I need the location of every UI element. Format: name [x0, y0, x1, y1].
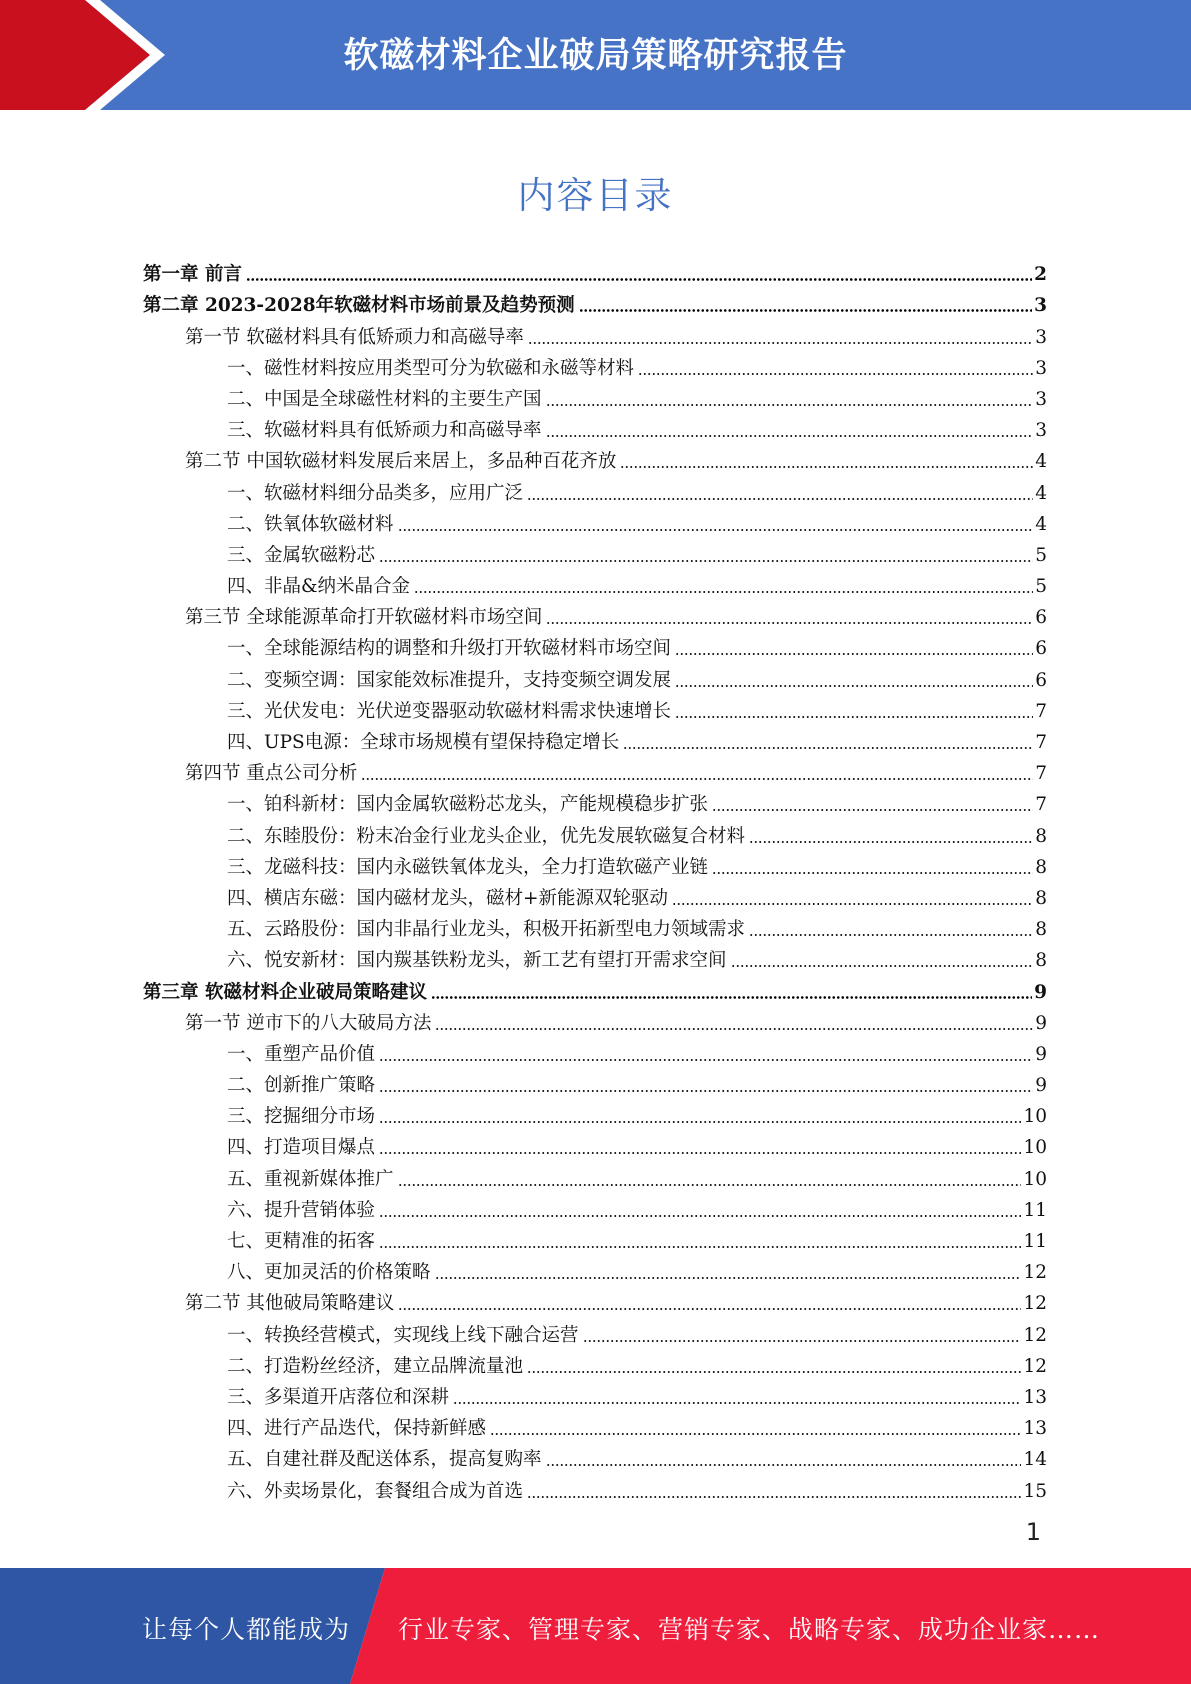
dot-leader [453, 1402, 1021, 1404]
toc-section-entry[interactable] [143, 598, 1047, 629]
toc-subsection-entry[interactable] [143, 567, 1047, 598]
toc-subsection-entry[interactable] [143, 473, 1047, 504]
toc-subsection-entry[interactable] [143, 411, 1047, 442]
dot-leader [638, 373, 1033, 375]
toc-entry-title: 八、更加灵活的价格策略 [227, 1262, 431, 1284]
toc-section-entry[interactable] [143, 754, 1047, 785]
toc-subsection-entry[interactable] [143, 1035, 1047, 1066]
toc-subsection-entry[interactable] [143, 1097, 1047, 1128]
dot-leader [435, 1277, 1022, 1279]
toc-entry-page: 8 [1035, 856, 1047, 878]
toc-entry-page: 2 [1034, 264, 1047, 286]
toc-subsection-entry[interactable] [143, 1253, 1047, 1284]
toc-entry-title: 七、更精准的拓客 [227, 1231, 376, 1252]
toc-subsection-entry[interactable] [143, 1315, 1047, 1346]
toc-subsection-entry[interactable] [143, 692, 1047, 723]
toc-entry-page: 3 [1035, 326, 1047, 348]
toc-subsection-entry[interactable] [143, 723, 1047, 754]
toc-subsection-entry[interactable] [143, 1159, 1047, 1190]
toc-entry-title: 四、UPS电源：全球市场规模有望保持稳定增长 [227, 732, 620, 753]
dot-leader [379, 1090, 1033, 1092]
toc-entry-title: 第一章 前言 [143, 264, 242, 286]
dot-leader [379, 1121, 1021, 1123]
toc-entry-page: 9 [1034, 981, 1047, 1003]
toc-entry-page: 13 [1023, 1418, 1047, 1440]
dot-leader [675, 685, 1033, 687]
dot-leader [623, 747, 1033, 749]
dot-leader [672, 903, 1033, 905]
dot-leader [379, 1215, 1021, 1217]
dot-leader [675, 653, 1033, 655]
toc-subsection-entry[interactable] [143, 1128, 1047, 1159]
toc-subsection-entry[interactable] [143, 380, 1047, 411]
dot-leader [379, 1152, 1021, 1154]
toc-entry-title: 三、软磁材料具有低矫顽力和高磁导率 [227, 420, 542, 442]
toc-entry-page: 3 [1035, 388, 1047, 410]
dot-leader [749, 841, 1033, 843]
toc-subsection-entry[interactable] [143, 1378, 1047, 1409]
toc-entry-page: 8 [1035, 919, 1047, 941]
toc-entry-page: 7 [1035, 763, 1047, 785]
toc-entry-page: 10 [1023, 1168, 1047, 1190]
toc-subsection-entry[interactable] [143, 660, 1047, 691]
header-band [0, 0, 1191, 110]
dot-leader [527, 1496, 1021, 1498]
toc-chapter-entry[interactable] [143, 286, 1047, 317]
toc-entry-title: 一、铂科新材：国内金属软磁粉芯龙头，产能规模稳步扩张 [227, 794, 709, 816]
toc-entry-title: 三、多渠道开店落位和深耕 [227, 1386, 450, 1408]
toc-entry-title: 四、进行产品迭代，保持新鲜感 [227, 1418, 487, 1440]
dot-leader [546, 1464, 1022, 1466]
toc-entry-page: 13 [1023, 1386, 1047, 1408]
toc-subsection-entry[interactable] [143, 848, 1047, 879]
dot-leader [712, 809, 1033, 811]
dot-leader [546, 622, 1033, 624]
toc-entry-title: 四、打造项目爆点 [227, 1137, 376, 1159]
toc-subsection-entry[interactable] [143, 349, 1047, 380]
toc-entry-title: 六、提升营销体验 [227, 1199, 376, 1221]
toc-entry-page: 10 [1023, 1106, 1047, 1128]
dot-leader [527, 498, 1033, 500]
toc-entry-page: 7 [1035, 732, 1047, 753]
toc-entry-page: 7 [1035, 700, 1047, 722]
dot-leader [528, 342, 1033, 344]
dot-leader [749, 934, 1033, 936]
toc-subsection-entry[interactable] [143, 1191, 1047, 1222]
toc-entry-title: 第二节 其他破局策略建议 [185, 1293, 395, 1315]
dot-leader [546, 435, 1034, 437]
toc-entry-title: 二、东睦股份：粉末冶金行业龙头企业，优先发展软磁复合材料 [227, 825, 746, 847]
toc-entry-title: 第一节 逆市下的八大破局方法 [185, 1012, 432, 1034]
dot-leader [620, 466, 1033, 468]
dot-leader [379, 1246, 1021, 1248]
toc-entry-page: 12 [1023, 1293, 1047, 1315]
toc-entry-title: 六、外卖场景化，套餐组合成为首选 [227, 1480, 524, 1502]
toc-entry-page: 9 [1035, 1043, 1047, 1065]
toc-entry-title: 第三节 全球能源革命打开软磁材料市场空间 [185, 607, 543, 629]
toc-entry-page: 3 [1035, 357, 1047, 379]
dot-leader [414, 591, 1033, 593]
dot-leader [490, 1433, 1021, 1435]
toc-entry-page: 8 [1035, 825, 1047, 847]
dot-leader [398, 529, 1034, 531]
toc-entry-page: 6 [1035, 638, 1047, 660]
toc-subsection-entry[interactable] [143, 1347, 1047, 1378]
toc-section-entry[interactable] [143, 317, 1047, 348]
dot-leader [361, 778, 1033, 780]
toc-chapter-entry[interactable] [143, 255, 1047, 286]
toc-entry-page: 11 [1023, 1231, 1047, 1252]
toc-entry-page: 7 [1035, 794, 1047, 816]
toc-entry-title: 一、重塑产品价值 [227, 1043, 376, 1065]
toc-heading: 内容目录 [517, 174, 674, 217]
page-number: 1 [1025, 1518, 1041, 1546]
toc-entry-title: 一、转换经营模式，实现线上线下融合运营 [227, 1324, 579, 1346]
toc-entry-title: 第二章 2023-2028年软磁材料市场前景及趋势预测 [143, 295, 575, 317]
toc-entry-title: 一、磁性材料按应用类型可分为软磁和永磁等材料 [227, 357, 635, 379]
toc-entry-page: 9 [1035, 1075, 1047, 1097]
dot-leader [731, 965, 1034, 967]
footer-slogan-left: 让每个人都能成为 [142, 1615, 351, 1644]
toc-subsection-entry[interactable] [143, 941, 1047, 972]
toc-entry-page: 15 [1023, 1480, 1047, 1502]
dot-leader [712, 872, 1033, 874]
toc-subsection-entry[interactable] [143, 816, 1047, 847]
toc-entry-page: 8 [1035, 887, 1047, 909]
footer-band [0, 1568, 1191, 1684]
toc-entry-title: 三、光伏发电：光伏逆变器驱动软磁材料需求快速增长 [227, 700, 672, 722]
table-of-contents [143, 255, 1047, 1503]
toc-subsection-entry[interactable] [143, 785, 1047, 816]
toc-subsection-entry[interactable] [143, 536, 1047, 567]
toc-entry-title: 五、重视新媒体推广 [227, 1168, 394, 1190]
toc-entry-page: 3 [1035, 420, 1047, 442]
toc-chapter-entry[interactable] [143, 972, 1047, 1003]
toc-entry-page: 4 [1035, 513, 1047, 535]
toc-subsection-entry[interactable] [143, 879, 1047, 910]
toc-subsection-entry[interactable] [143, 505, 1047, 536]
toc-section-entry[interactable] [143, 1004, 1047, 1035]
toc-entry-title: 二、变频空调：国家能效标准提升，支持变频空调发展 [227, 669, 672, 691]
toc-entry-title: 第四节 重点公司分析 [185, 763, 358, 785]
toc-entry-page: 4 [1035, 482, 1047, 504]
toc-subsection-entry[interactable] [143, 629, 1047, 660]
dot-leader [435, 1028, 1033, 1030]
toc-section-entry[interactable] [143, 442, 1047, 473]
toc-entry-title: 第二节 中国软磁材料发展后来居上，多品种百花齐放 [185, 451, 617, 473]
dot-leader [675, 716, 1033, 718]
toc-entry-page: 6 [1035, 669, 1047, 691]
toc-entry-page: 9 [1035, 1012, 1047, 1034]
toc-entry-title: 二、铁氧体软磁材料 [227, 513, 394, 535]
dot-leader [246, 278, 1032, 281]
toc-subsection-entry[interactable] [143, 910, 1047, 941]
toc-entry-title: 一、软磁材料细分品类多，应用广泛 [227, 482, 524, 504]
toc-entry-title: 二、创新推广策略 [227, 1075, 376, 1097]
toc-entry-title: 四、非晶&纳米晶合金 [227, 576, 410, 598]
dot-leader [431, 996, 1032, 999]
toc-subsection-entry[interactable] [143, 1440, 1047, 1471]
footer-slogan-right: 行业专家、管理专家、营销专家、战略专家、成功企业家…… [398, 1615, 1101, 1644]
toc-entry-title: 四、横店东磁：国内磁材龙头，磁材+新能源双轮驱动 [227, 887, 669, 909]
dot-leader [398, 1308, 1021, 1310]
toc-entry-page: 12 [1023, 1262, 1047, 1284]
dot-leader [583, 1340, 1022, 1342]
toc-entry-page: 12 [1023, 1324, 1047, 1346]
toc-entry-title: 五、自建社群及配送体系，提高复购率 [227, 1449, 542, 1471]
toc-subsection-entry[interactable] [143, 1471, 1047, 1502]
toc-entry-page: 12 [1023, 1355, 1047, 1377]
toc-entry-page: 6 [1035, 607, 1047, 629]
dot-leader [398, 1184, 1022, 1186]
toc-entry-page: 8 [1035, 950, 1047, 972]
toc-entry-page: 11 [1023, 1199, 1047, 1221]
toc-entry-page: 5 [1035, 544, 1047, 566]
dot-leader [546, 404, 1034, 406]
toc-entry-title: 二、打造粉丝经济，建立品牌流量池 [227, 1355, 524, 1377]
toc-entry-title: 三、金属软磁粉芯 [227, 544, 376, 566]
toc-entry-page: 5 [1035, 576, 1047, 598]
toc-entry-title: 一、全球能源结构的调整和升级打开软磁材料市场空间 [227, 638, 672, 660]
toc-entry-title: 五、云路股份：国内非晶行业龙头，积极开拓新型电力领域需求 [227, 919, 746, 941]
toc-section-entry[interactable] [143, 1284, 1047, 1315]
toc-subsection-entry[interactable] [143, 1409, 1047, 1440]
toc-entry-title: 二、中国是全球磁性材料的主要生产国 [227, 388, 542, 410]
toc-entry-page: 3 [1034, 295, 1047, 317]
toc-subsection-entry[interactable] [143, 1066, 1047, 1097]
dot-leader [527, 1371, 1021, 1373]
toc-entry-page: 10 [1023, 1137, 1047, 1159]
toc-entry-title: 第三章 软磁材料企业破局策略建议 [143, 981, 427, 1003]
report-title: 软磁材料企业破局策略研究报告 [343, 36, 848, 76]
toc-entry-title: 第一节 软磁材料具有低矫顽力和高磁导率 [185, 326, 524, 348]
dot-leader [379, 1059, 1033, 1061]
toc-entry-title: 六、悦安新材：国内羰基铁粉龙头，新工艺有望打开需求空间 [227, 950, 727, 972]
toc-subsection-entry[interactable] [143, 1222, 1047, 1253]
toc-entry-page: 4 [1035, 451, 1047, 473]
toc-entry-title: 三、龙磁科技：国内永磁铁氧体龙头，全力打造软磁产业链 [227, 856, 709, 878]
dot-leader [579, 309, 1033, 312]
toc-entry-title: 三、挖掘细分市场 [227, 1106, 376, 1128]
toc-entry-page: 14 [1023, 1449, 1047, 1471]
dot-leader [379, 560, 1033, 562]
